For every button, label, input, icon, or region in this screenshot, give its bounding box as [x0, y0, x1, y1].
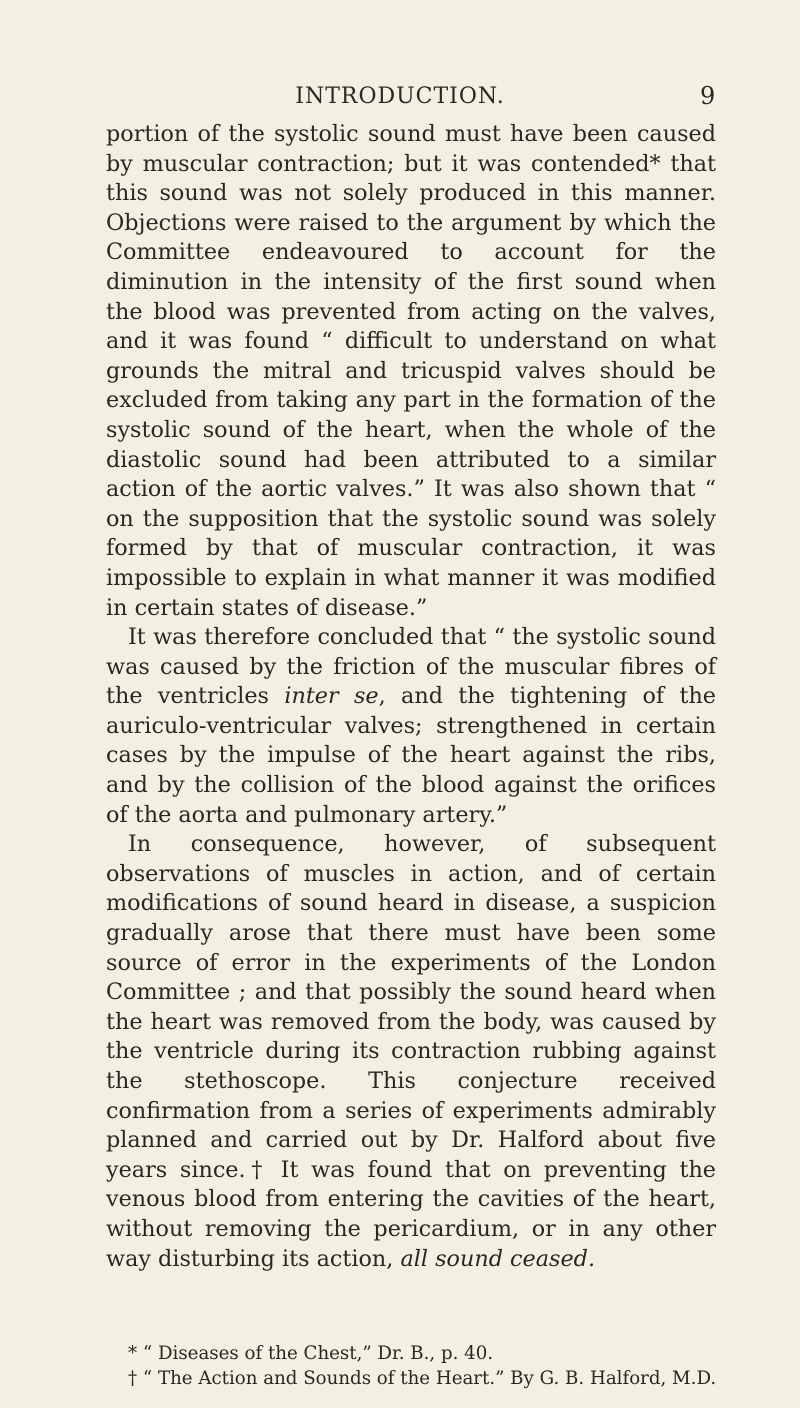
running-header: INTRODUCTION. [295, 84, 505, 109]
paragraph-2-text-b: , and the tightening of the auriculo-ventricular valves; strengthened in certain cases by the impulse of the heart against the ribs, and by the collision of the blood against the orifices of the aorta and pulmonary artery.” [106, 683, 716, 828]
page-number: 9 [700, 82, 716, 110]
footnote-1: * “ Diseases of the Chest,” Dr. B., p. 40. [128, 1343, 494, 1364]
body-text [106, 120, 716, 1274]
footnote-2: † “ The Action and Sounds of the Heart.” By G. B. Halford, M.D. [128, 1368, 717, 1389]
paragraph-3 [106, 830, 716, 1274]
paragraph-3-text-a: In consequence, however, of subsequent observations of muscles in action, and of certain modifications of sound heard in disease, a suspicion gradually arose that there must have been some source of error in the experiments of the London Committee ; and that possibly the sound heard when the heart was removed from the body, was caused by the ventricle during its contraction rubbing against the stethoscope. This conjecture received confirmation from a series of experiments admirably planned and carried out by Dr. Halford about five years since.† It was found that on preventing the venous blood from entering the cavities of the heart, without removing the pericardium, or in any other way disturbing its action, [106, 831, 716, 1272]
paragraph-2-text-a: It was therefore concluded that “ the systolic sound was caused by the friction of the muscular fibres of the ventricles [106, 624, 716, 710]
paragraph-2-italic: inter se [284, 683, 379, 710]
paragraph-2 [106, 623, 716, 830]
paragraph-1: portion of the systolic sound must have been caused by muscular contraction; but it was contended* that this sound was not solely produced in this manner. Objections were raised to the argument by which the Committee endeavoured to account for the diminution in the intensity of the first sound when the blood was prevented from acting on the valves, and it was found “ difficult to understand on what grounds the mitral and tricuspid valves should be excluded from taking any part in the formation of the systolic sound of the heart, when the whole of the diastolic sound had been attributed to a similar action of the aortic valves.” It was also shown that “ on the supposition that the systolic sound was solely formed by that of muscular contraction, it was impossible to explain in what manner it was modified in certain states of disease.” [106, 121, 716, 621]
footnotes [128, 1341, 718, 1391]
paragraph-3-italic: all sound ceased. [400, 1245, 596, 1272]
